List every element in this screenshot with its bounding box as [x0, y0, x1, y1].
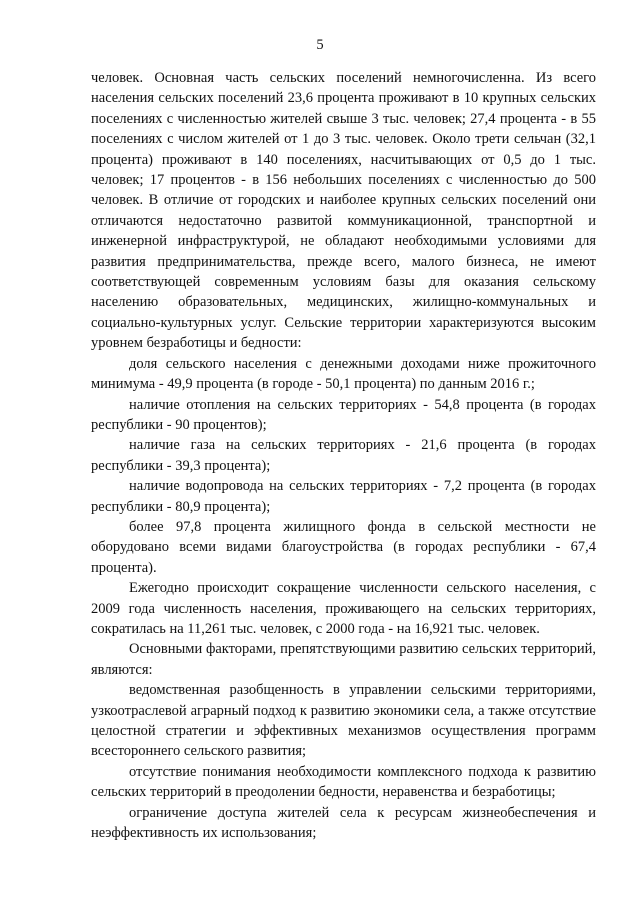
paragraph-population-decline: Ежегодно происходит сокращение численности сельского населения, с 2009 года численность населения, проживающего на сельских территориях, сократилась на 11,261 тыс. человек, с 2000 года - на 16,921 тыс. человек. [91, 580, 596, 637]
paragraph-housing-amenities: более 97,8 процента жилищного фонда в сельской местности не оборудовано всеми видами благоустройства (в городах республики - 67,4 процента). [91, 518, 596, 576]
paragraph-water-supply: наличие водопровода на сельских территориях - 7,2 процента (в городах республики - 80,9 процента); [91, 478, 596, 515]
paragraph-income-below-subsistence: доля сельского населения с денежными доходами ниже прожиточного минимума - 49,9 процента (в городе - 50,1 процента) по данным 2016 г.; [91, 355, 596, 393]
paragraph-factor-management: ведомственная разобщенность в управлении сельскими территориями, узкоотраслевой аграрный подход к развитию экономики села, а также отсутствие целостной стратегии и эффективных механизмов осуществления программ всестороннего сельского развития; [91, 682, 596, 760]
paragraph-rural-settlements: человек. Основная часть сельских поселений немногочисленна. Из всего населения сельских поселений 23,6 процента проживают в 10 крупных сельских поселениях с численностью жителей свыше 3 тыс. человек; 27,4 процента - в 55 поселениях с числом жителей от 1 до 3 тыс. человек. Около трети сельчан (32,1 процента) проживают в 140 поселениях, насчитывающих от 0,5 до 1 тыс. человек; 17 процентов - в 156 небольших поселениях с численностью до 500 человек. В отличие от городских и наиболее крупных сельских поселений они отличаются недостаточно развитой коммуникационной, транспортной и инженерной инфраструктурой, не обладают необходимыми условиями для развития предпринимательства, прежде всего, малого бизнеса, не имеют соответствующей современным условиям базы для оказания сельскому населению образовательных, медицинских, жилищно-коммунальных и социально-культурных услуг. Сельские территории характеризуются высоким уровнем безработицы и бедности: [91, 70, 596, 352]
paragraph-factors-intro: Основными факторами, препятствующими развитию сельских территорий, являются: [91, 641, 596, 678]
paragraph-factor-resource-access: ограничение доступа жителей села к ресурсам жизнеобеспечения и неэффективность их использования; [91, 804, 596, 842]
paragraph-factor-integrated-approach: отсутствие понимания необходимости комплексного подхода к развитию сельских территорий в преодолении бедности, неравенства и безработицы; [91, 763, 596, 801]
document-body [91, 68, 596, 843]
paragraph-heating: наличие отопления на сельских территориях - 54,8 процента (в городах республики - 90 процентов); [91, 396, 596, 433]
page-number: 5 [316, 37, 324, 53]
paragraph-gas: наличие газа на сельских территориях - 21,6 процента (в городах республики - 39,3 процента); [91, 437, 596, 474]
